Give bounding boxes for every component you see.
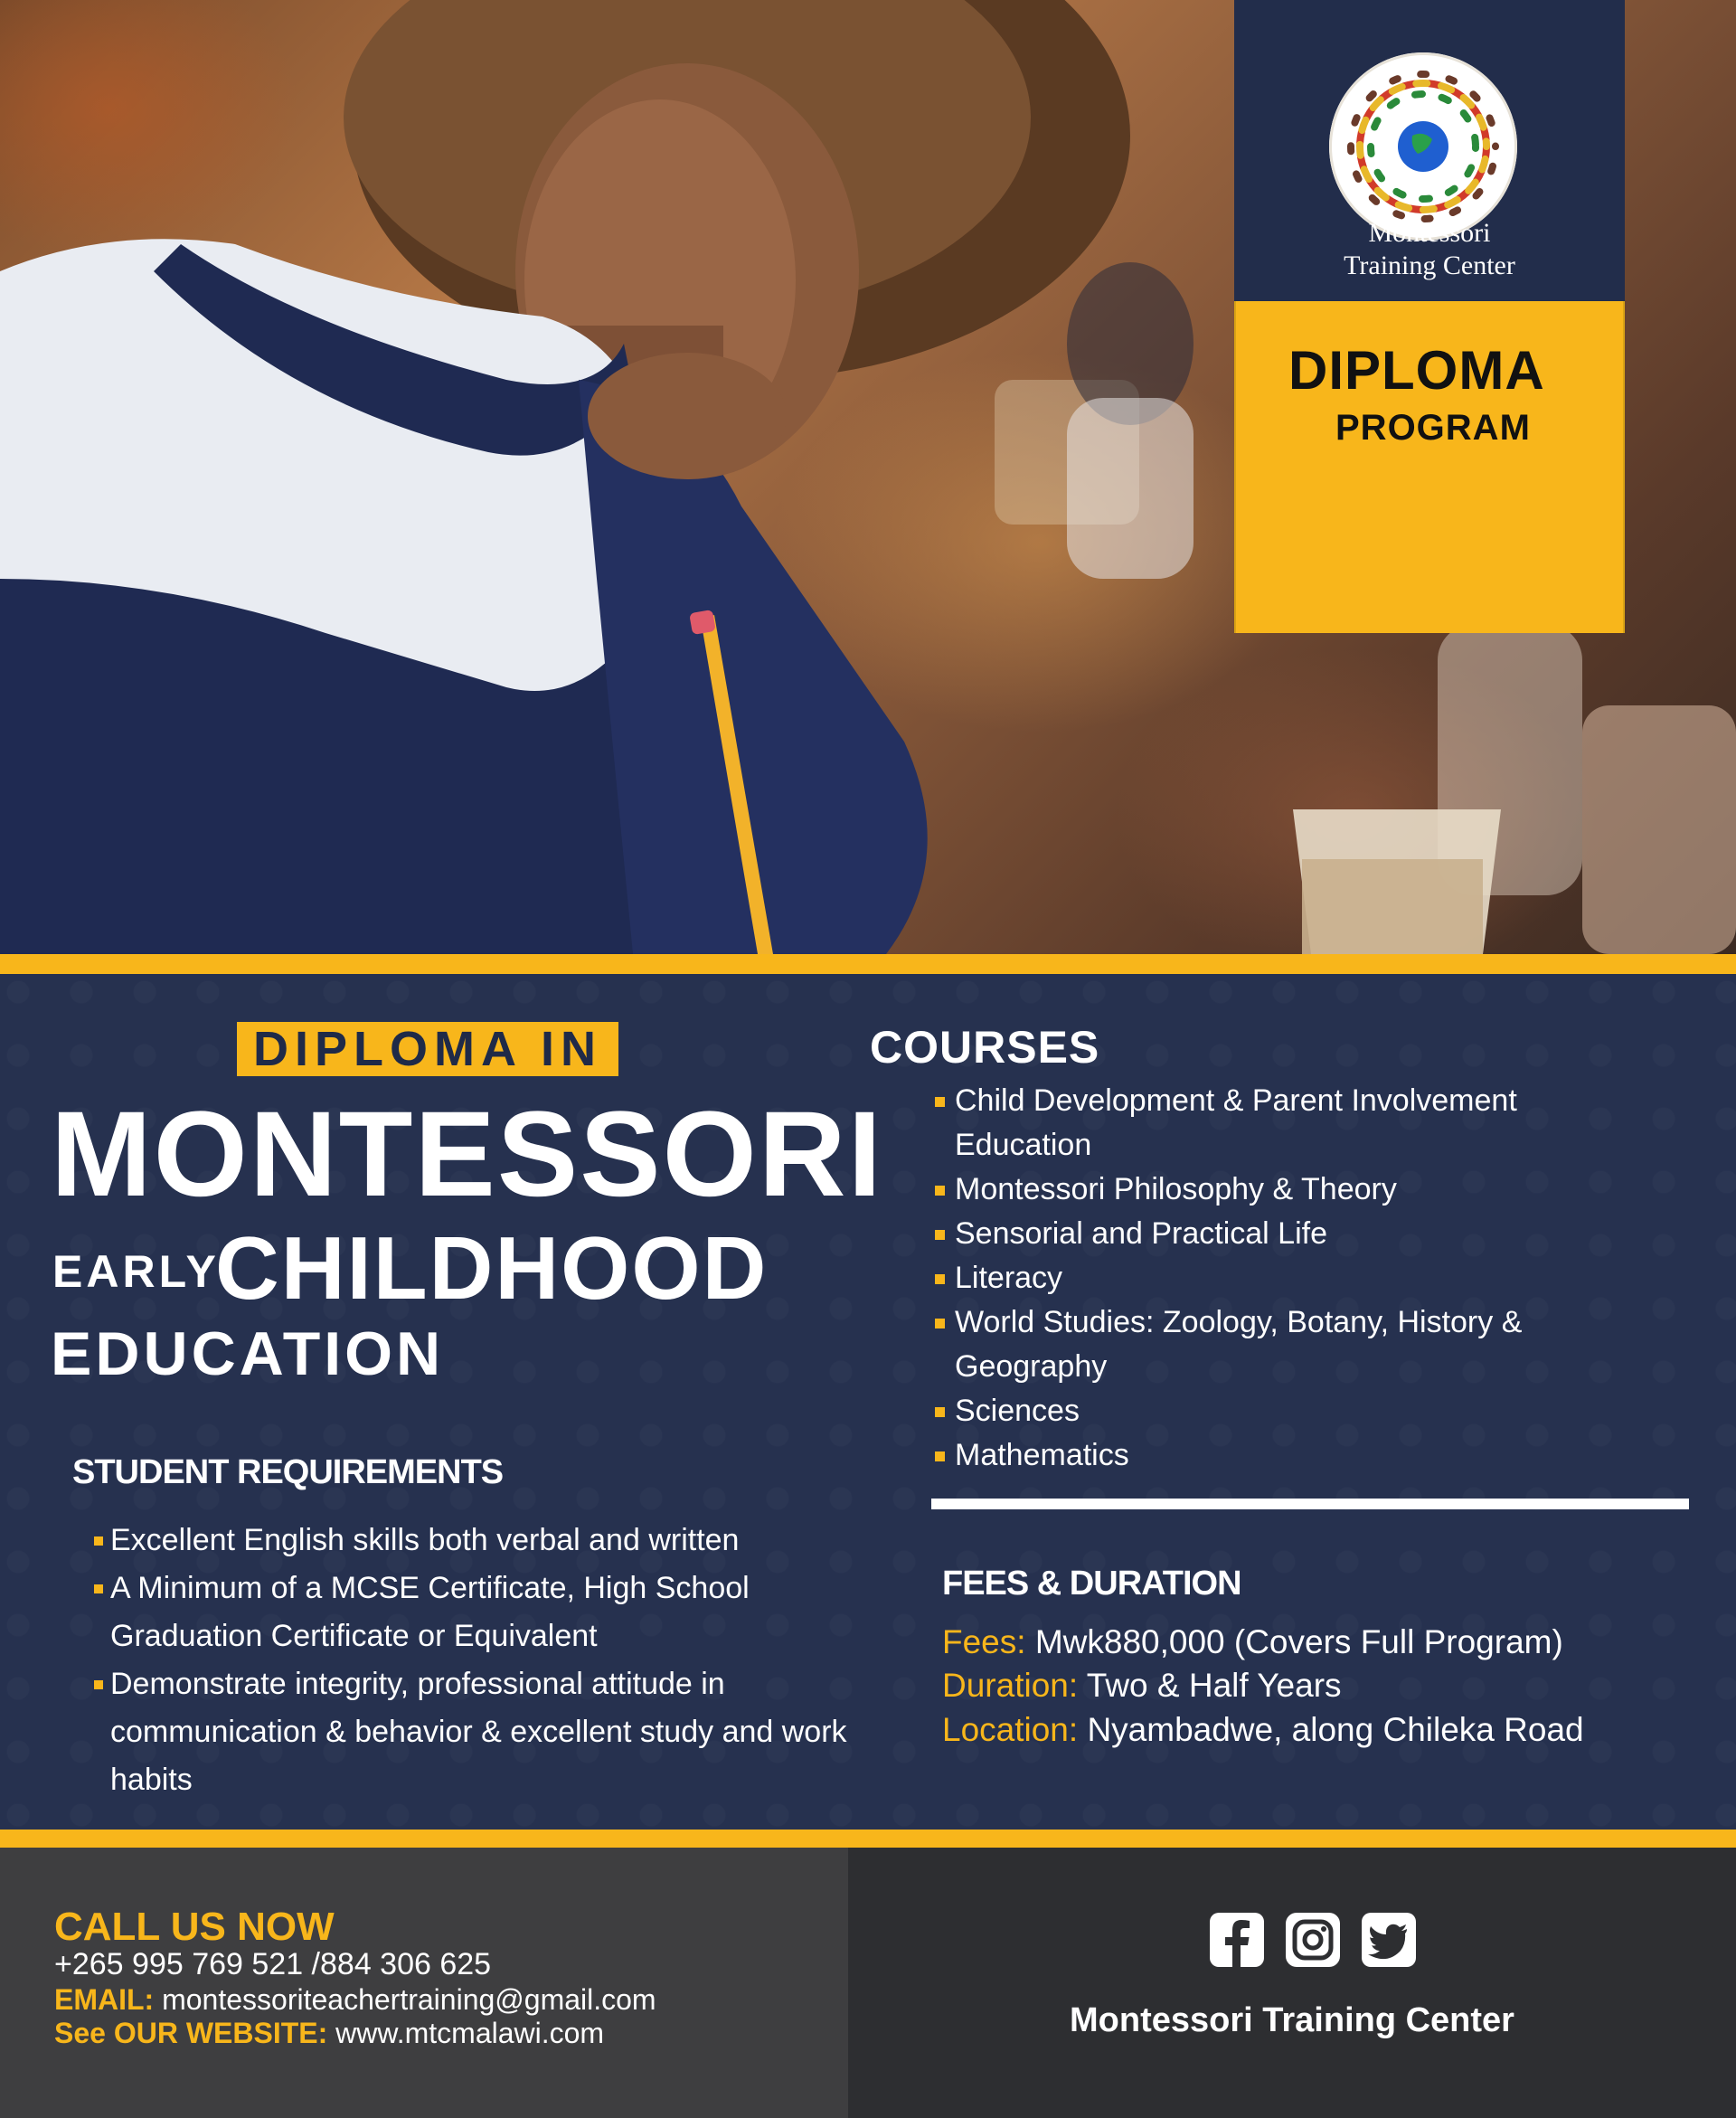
program-details-panel (0, 974, 1736, 1830)
program-badge-header (1234, 0, 1625, 301)
top-accent-stripe (0, 954, 1736, 974)
list-item: Montessori Philosophy & Theory (935, 1168, 1658, 1212)
location-label: Location: (942, 1711, 1079, 1748)
email-address[interactable]: montessoriteachertraining@gmail.com (162, 1983, 656, 2016)
fees-label: Fees: (942, 1623, 1026, 1660)
list-item: Sensorial and Practical Life (935, 1212, 1658, 1256)
list-item: World Studies: Zoology, Botany, History & Geography (935, 1300, 1658, 1389)
location-row (942, 1711, 1584, 1749)
hero-photo (0, 0, 1736, 954)
list-item: Sciences (935, 1389, 1658, 1433)
fees-title: FEES & DURATION (942, 1565, 1241, 1603)
section-divider (931, 1499, 1689, 1509)
call-us-heading: CALL US NOW (54, 1905, 335, 1949)
program-badge-label (1234, 301, 1625, 633)
contact-footer (0, 1848, 848, 2118)
email-label: EMAIL: (54, 1983, 155, 2016)
twitter-icon[interactable] (1360, 1911, 1418, 1969)
bottom-accent-stripe (0, 1830, 1736, 1848)
website-link[interactable]: www.mtcmalawi.com (335, 2017, 605, 2049)
globe-children-logo-icon (1329, 52, 1517, 241)
badge-program: PROGRAM (1335, 408, 1531, 448)
list-item: Child Development & Parent Involvement Education (935, 1079, 1658, 1168)
badge-diploma: DIPLOMA (1288, 340, 1545, 401)
badge-org-name (1234, 217, 1625, 282)
list-item: Literacy (935, 1256, 1658, 1300)
fees-row (942, 1623, 1563, 1661)
fees-value: Mwk880,000 (Covers Full Program) (1034, 1623, 1563, 1660)
footer-org-name: Montessori Training Center (1070, 2001, 1514, 2039)
see-label: See (54, 2017, 106, 2049)
phone-numbers[interactable]: +265 995 769 521 /884 306 625 (54, 1947, 492, 1981)
headline-early: EARLY (52, 1246, 220, 1297)
list-item: A Minimum of a MCSE Certificate, High School Graduation Certificate or Equivalent (94, 1565, 890, 1660)
badge-org-line1: Montessori (1368, 218, 1491, 248)
courses-list (935, 1079, 1658, 1478)
duration-row (942, 1667, 1342, 1705)
list-item: Excellent English skills both verbal and written (94, 1517, 890, 1565)
list-item: Demonstrate integrity, professional attitude in communication & behavior & excellent study and work habits (94, 1660, 890, 1804)
facebook-icon[interactable] (1208, 1911, 1266, 1969)
website-line (54, 2017, 604, 2050)
instagram-icon[interactable] (1284, 1911, 1342, 1969)
headline-montessori: MONTESSORI (51, 1087, 883, 1222)
social-footer (848, 1848, 1736, 2118)
email-line (54, 1983, 656, 2017)
list-item: Mathematics (935, 1433, 1658, 1478)
badge-org-line2: Training Center (1344, 251, 1515, 280)
requirements-list (94, 1517, 890, 1804)
headline-education: EDUCATION (51, 1319, 445, 1388)
duration-label: Duration: (942, 1667, 1079, 1704)
duration-value: Two & Half Years (1086, 1667, 1342, 1704)
location-value: Nyambadwe, along Chileka Road (1087, 1711, 1584, 1748)
website-label: OUR WEBSITE: (113, 2017, 328, 2049)
diploma-in-label: DIPLOMA IN (237, 1022, 618, 1076)
courses-title: COURSES (870, 1022, 1100, 1073)
montessori-logo (1329, 52, 1517, 241)
requirements-title: STUDENT REQUIREMENTS (72, 1453, 504, 1491)
headline-childhood: CHILDHOOD (215, 1218, 769, 1318)
